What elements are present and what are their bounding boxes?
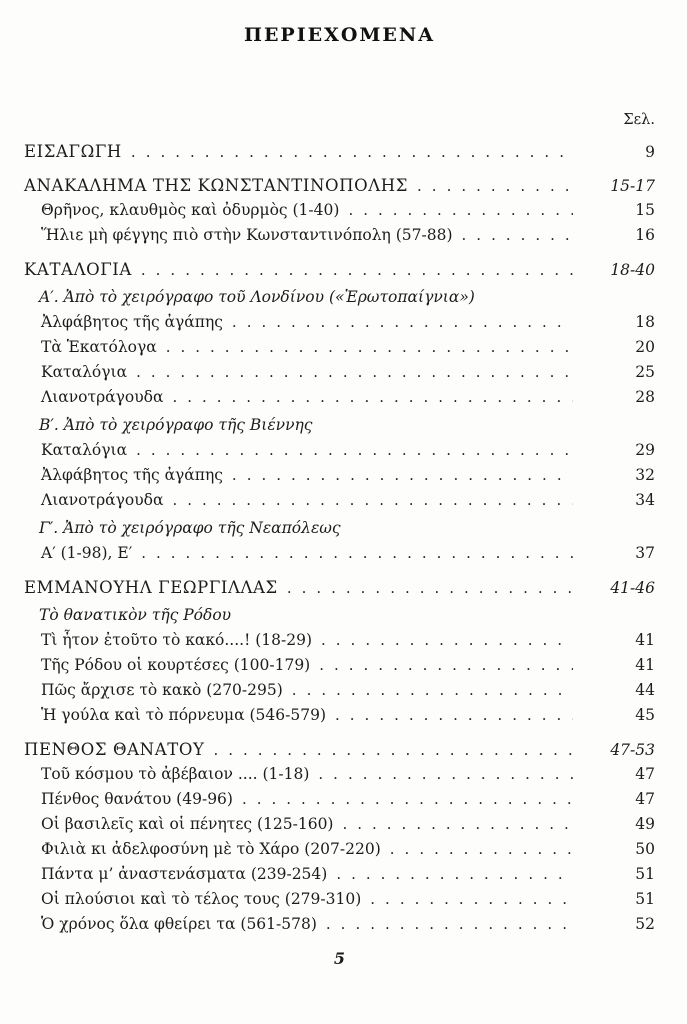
- footer-page-number: 5: [333, 949, 346, 968]
- toc-row: [24, 438, 655, 463]
- toc-entry-page: 9: [645, 143, 655, 161]
- dot-leader: [287, 576, 573, 601]
- dot-leader: [232, 310, 573, 335]
- dot-leader: [390, 837, 573, 862]
- toc-entry-page: 49: [635, 815, 655, 833]
- toc-entry-title: Γ′. Ἀπὸ τὸ χειρόγραφο τῆς Νεαπόλεως: [39, 519, 341, 537]
- toc-entry-title: ΕΜΜΑΝΟΥΗΛ ΓΕΩΡΓΙΛΛΑΣ: [24, 578, 278, 597]
- dot-leader: [292, 678, 573, 703]
- toc-entry-page: 18: [635, 313, 655, 331]
- toc-entry-page: 32: [635, 466, 655, 484]
- toc-entry-page: 44: [635, 681, 655, 699]
- dot-leader: [131, 140, 573, 165]
- toc-row: [24, 488, 655, 513]
- toc-entry-title: Καταλόγια: [41, 363, 128, 381]
- toc-entry-title: Τῆς Ρόδου οἱ κουρτέσες (100-179): [41, 656, 311, 674]
- toc-row: [24, 678, 655, 703]
- toc-entry-page: 45: [635, 706, 655, 724]
- toc-entry-page: 47-53: [610, 741, 655, 759]
- toc-entry-title: Ἀλφάβητος τῆς ἀγάπης: [41, 313, 223, 331]
- toc-row: [24, 787, 655, 812]
- toc-row: [24, 862, 655, 887]
- toc-row: [24, 139, 655, 164]
- toc-entry-title: Α′. Ἀπὸ τὸ χειρόγραφο τοῦ Λονδίνου («Ἐρωτοπαίγνια»): [39, 288, 475, 306]
- dot-leader: [141, 541, 573, 566]
- toc-entry-page: 16: [635, 226, 655, 244]
- toc-entry-page: 51: [635, 890, 655, 908]
- toc-row: [24, 463, 655, 488]
- dot-leader: [348, 198, 573, 223]
- dot-leader: [326, 912, 573, 937]
- toc-row: [24, 837, 655, 862]
- toc-entry-page: 15-17: [610, 177, 655, 195]
- toc-entry-title: Καταλόγια: [41, 441, 128, 459]
- dot-leader: [342, 812, 573, 837]
- toc-entry-page: 18-40: [610, 261, 655, 279]
- dot-leader: [242, 787, 573, 812]
- toc-entry-page: 47: [635, 790, 655, 808]
- page-column-header: Σελ.: [623, 112, 655, 128]
- toc-list: [24, 139, 655, 937]
- toc-row: [24, 198, 655, 223]
- page-title: ΠΕΡΙΕΧΟΜΕΝΑ: [244, 24, 435, 46]
- toc-row: [24, 762, 655, 787]
- toc-entry-page: 41: [635, 656, 655, 674]
- dot-leader: [462, 223, 573, 248]
- toc-entry-title: Ἡ γούλα καὶ τὸ πόρνευμα (546-579): [41, 706, 327, 724]
- toc-entry-title: Α′ (1-98), Ε′: [41, 544, 133, 562]
- toc-row: [24, 703, 655, 728]
- toc-entry-title: ΑΝΑΚΑΛΗΜΑ ΤΗΣ ΚΩΝΣΤΑΝΤΙΝΟΠΟΛΗΣ: [24, 176, 409, 195]
- toc-entry-title: Ἀλφάβητος τῆς ἀγάπης: [41, 466, 223, 484]
- toc-entry-title: Τὶ ἦτον ἐτοῦτο τὸ κακό....! (18-29): [41, 631, 313, 649]
- toc-entry-page: 20: [635, 338, 655, 356]
- toc-entry-page: 34: [635, 491, 655, 509]
- toc-entry-page: 28: [635, 388, 655, 406]
- dot-leader: [417, 174, 573, 199]
- toc-row: [24, 173, 655, 198]
- dot-leader: [136, 360, 573, 385]
- toc-row: [24, 285, 655, 310]
- toc-entry-title: Φιλιὰ κι ἀδελφοσύνη μὲ τὸ Χάρο (207-220): [41, 840, 381, 858]
- dot-leader: [336, 862, 573, 887]
- dot-leader: [172, 385, 573, 410]
- toc-entry-title: Οἱ βασιλεῖς καὶ οἱ πένητες (125-160): [41, 815, 334, 833]
- toc-entry-title: Ὁ χρόνος ὅλα φθείρει τα (561-578): [41, 915, 317, 933]
- toc-entry-page: 50: [635, 840, 655, 858]
- toc-row: [24, 385, 655, 410]
- dot-leader: [172, 488, 573, 513]
- toc-entry-page: 51: [635, 865, 655, 883]
- toc-row: [24, 413, 655, 438]
- toc-row: [24, 310, 655, 335]
- toc-entry-title: Λιανοτράγουδα: [41, 388, 164, 406]
- toc-row: [24, 360, 655, 385]
- toc-row: [24, 257, 655, 282]
- toc-entry-title: Οἱ πλούσιοι καὶ τὸ τέλος τους (279-310): [41, 890, 362, 908]
- toc-entry-page: 41: [635, 631, 655, 649]
- toc-entry-title: Τὸ θανατικὸν τῆς Ρόδου: [39, 606, 232, 624]
- toc-row: [24, 541, 655, 566]
- dot-leader: [318, 762, 573, 787]
- toc-row: [24, 575, 655, 600]
- toc-entry-title: Τὰ Ἑκατόλογα: [41, 338, 157, 356]
- dot-leader: [141, 258, 573, 283]
- toc-row: [24, 516, 655, 541]
- dot-leader: [136, 438, 573, 463]
- toc-entry-title: Λιανοτράγουδα: [41, 491, 164, 509]
- toc-entry-title: Τοῦ κόσμου τὸ ἀβέβαιον .... (1-18): [41, 765, 310, 783]
- toc-row: [24, 603, 655, 628]
- toc-entry-title: ΚΑΤΑΛΟΓΙΑ: [24, 260, 132, 279]
- toc-entry-title: Πένθος θανάτου (49-96): [41, 790, 233, 808]
- dot-leader: [166, 335, 573, 360]
- toc-entry-title: Πῶς ἄρχισε τὸ κακὸ (270-295): [41, 681, 283, 699]
- dot-leader: [321, 628, 573, 653]
- dot-leader: [213, 738, 573, 763]
- toc-row: [24, 223, 655, 248]
- toc-entry-page: 37: [635, 544, 655, 562]
- toc-entry-page: 41-46: [610, 579, 655, 597]
- toc-row: [24, 335, 655, 360]
- toc-entry-title: ΠΕΝΘΟΣ ΘΑΝΑΤΟΥ: [24, 740, 205, 759]
- toc-row: [24, 653, 655, 678]
- dot-leader: [319, 653, 573, 678]
- toc-row: [24, 912, 655, 937]
- toc-entry-page: 47: [635, 765, 655, 783]
- toc-entry-title: Πάντα μ’ ἀναστενάσματα (239-254): [41, 865, 328, 883]
- dot-leader: [232, 463, 573, 488]
- toc-entry-page: 15: [635, 201, 655, 219]
- toc-row: [24, 737, 655, 762]
- toc-entry-title: Ἥλιε μὴ φέγγης πιὸ στὴν Κωνσταντινόπολη (57-88): [41, 226, 453, 244]
- toc-entry-title: Θρῆνος, κλαυθμὸς καὶ ὀδυρμὸς (1-40): [41, 201, 340, 219]
- toc-entry-title: ΕΙΣΑΓΩΓΗ: [24, 142, 122, 161]
- toc-entry-page: 25: [635, 363, 655, 381]
- toc-entry-title: Β′. Ἀπὸ τὸ χειρόγραφο τῆς Βιέννης: [39, 416, 313, 434]
- toc-row: [24, 887, 655, 912]
- dot-leader: [370, 887, 573, 912]
- toc-row: [24, 628, 655, 653]
- toc-row: [24, 812, 655, 837]
- toc-entry-page: 52: [635, 915, 655, 933]
- toc-entry-page: 29: [635, 441, 655, 459]
- dot-leader: [335, 703, 573, 728]
